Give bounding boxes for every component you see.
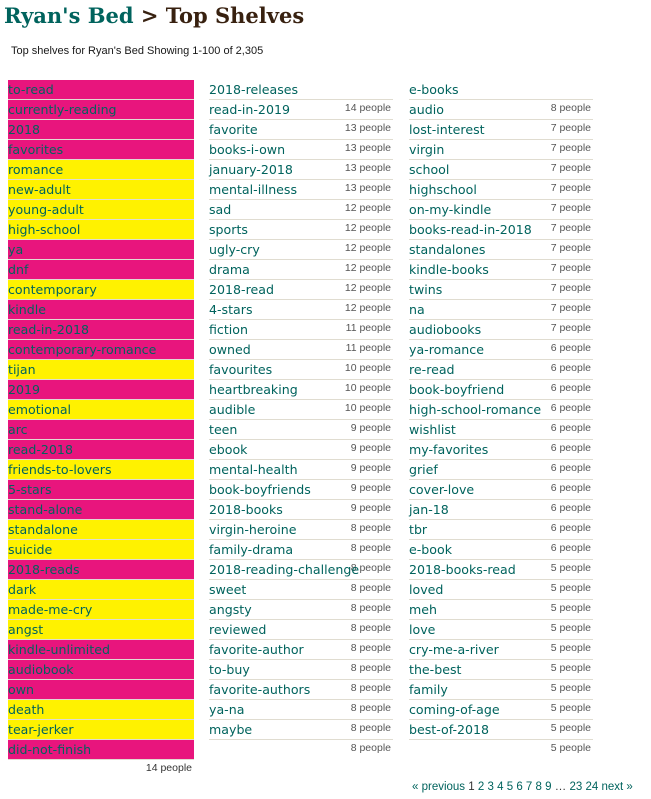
- shelf-name-link[interactable]: did-not-finish: [8, 742, 92, 757]
- shelf-name-link[interactable]: book-boyfriend: [409, 382, 505, 397]
- shelf-count: 13 people: [344, 122, 391, 134]
- shelf-count: 5 people: [550, 682, 591, 694]
- shelf-name-link[interactable]: 2018-read: [209, 282, 274, 297]
- shelf-name-link[interactable]: ya-na: [209, 702, 245, 717]
- shelf-name-link[interactable]: arc: [8, 422, 28, 437]
- shelf-name-link[interactable]: wishlist: [409, 422, 456, 437]
- shelf-name-link[interactable]: favorite-authors: [209, 682, 311, 697]
- shelf-row: [8, 580, 194, 600]
- shelf-count: 12 people: [344, 302, 391, 314]
- shelf-name-link[interactable]: mental-health: [209, 462, 298, 477]
- shelf-name-link[interactable]: heartbreaking: [209, 382, 298, 397]
- pagination: [412, 781, 633, 793]
- shelf-name-link[interactable]: standalones: [409, 242, 486, 257]
- shelf-name-link[interactable]: book-boyfriends: [209, 482, 311, 497]
- shelf-count: 10 people: [344, 382, 391, 394]
- shelf-count: 7 people: [550, 182, 591, 194]
- shelf-name-link[interactable]: mental-illness: [209, 182, 298, 197]
- shelf-count: 7 people: [550, 282, 591, 294]
- shelf-count: 5 people: [550, 662, 591, 674]
- shelf-name-link[interactable]: 2018-releases: [209, 82, 299, 97]
- shelf-name-link[interactable]: standalone: [8, 522, 78, 537]
- shelf-name-link[interactable]: virgin: [409, 142, 445, 157]
- shelf-count: 8 people: [350, 722, 391, 734]
- shelf-name-link[interactable]: currently-reading: [8, 102, 117, 117]
- shelf-count: 7 people: [550, 202, 591, 214]
- shelf-count: 7 people: [550, 142, 591, 154]
- shelf-name-link[interactable]: school: [409, 162, 450, 177]
- page-link[interactable]: 3: [487, 781, 494, 793]
- page-link[interactable]: 8: [535, 781, 542, 793]
- shelf-name-link[interactable]: tbr: [409, 522, 428, 537]
- page-title: [4, 2, 304, 30]
- shelf-row: [8, 500, 194, 520]
- shelf-name-link[interactable]: to-read: [8, 82, 54, 97]
- page-link[interactable]: 7: [525, 781, 533, 793]
- shelf-count: 13 people: [344, 182, 391, 194]
- shelf-count: 9 people: [350, 462, 391, 474]
- shelf-count: 12 people: [344, 222, 391, 234]
- shelf-count: 7 people: [550, 302, 591, 314]
- shelf-name-link[interactable]: new-adult: [8, 182, 71, 197]
- shelf-row: [8, 440, 194, 460]
- shelf-count: 6 people: [550, 342, 591, 354]
- shelf-count: 5 people: [550, 622, 591, 634]
- shelf-count: 12 people: [344, 202, 391, 214]
- shelf-name-link[interactable]: love: [409, 622, 436, 637]
- shelf-row: [8, 200, 194, 220]
- shelf-count: 8 people: [350, 642, 391, 654]
- shelf-name-link[interactable]: cover-love: [409, 482, 475, 497]
- breadcrumb-separator: >: [140, 3, 159, 28]
- shelf-count: 5 people: [550, 642, 591, 654]
- shelf-count: 8 people: [350, 522, 391, 534]
- shelf-name-link[interactable]: on-my-kindle: [409, 202, 492, 217]
- breadcrumb-current: Top Shelves: [165, 3, 305, 28]
- shelf-count: 12 people: [344, 282, 391, 294]
- shelf-name-link[interactable]: 4-stars: [209, 302, 253, 317]
- showing-count: Showing 1-100 of 2,305: [147, 45, 264, 57]
- shelf-count: 8 people: [350, 582, 391, 594]
- shelf-count: 5 people: [550, 702, 591, 714]
- shelf-count: 10 people: [344, 362, 391, 374]
- shelf-count: 6 people: [550, 462, 591, 474]
- page-link[interactable]: 23: [569, 781, 583, 793]
- shelf-name-link[interactable]: young-adult: [8, 202, 84, 217]
- shelf-row: [8, 180, 194, 200]
- shelf-name-link[interactable]: meh: [409, 602, 437, 617]
- shelf-count: 6 people: [550, 482, 591, 494]
- shelf-row: [8, 100, 194, 120]
- shelf-name-link[interactable]: family: [409, 682, 448, 697]
- shelf-count: 7 people: [550, 262, 591, 274]
- shelf-name-link[interactable]: kindle: [8, 302, 47, 317]
- shelf-name-link[interactable]: kindle-unlimited: [8, 642, 110, 657]
- shelf-row: [8, 540, 194, 560]
- shelf-count: 6 people: [550, 422, 591, 434]
- shelves-subtitle: [11, 45, 263, 57]
- shelf-row: [8, 160, 194, 180]
- shelf-row: [8, 260, 194, 280]
- page-link[interactable]: 2: [477, 781, 485, 793]
- shelf-count: 9 people: [350, 502, 391, 514]
- shelf-name-link[interactable]: grief: [409, 462, 438, 477]
- shelf-name-link[interactable]: favorites: [8, 142, 64, 157]
- shelf-name-link[interactable]: sweet: [209, 582, 247, 597]
- shelf-name-link[interactable]: books-read-in-2018: [409, 222, 532, 237]
- shelf-count: 6 people: [550, 442, 591, 454]
- shelf-count: 12 people: [344, 262, 391, 274]
- shelf-count: 5 people: [550, 562, 591, 574]
- shelf-name-link[interactable]: drama: [209, 262, 250, 277]
- shelf-row: [8, 700, 194, 720]
- shelf-row: [8, 140, 194, 160]
- shelf-name-link[interactable]: twins: [409, 282, 443, 297]
- shelf-name-link[interactable]: high-school-romance: [409, 402, 542, 417]
- page-link[interactable]: 9: [545, 781, 552, 793]
- shelf-count: 8 people: [350, 622, 391, 634]
- shelf-row: [8, 340, 194, 360]
- shelf-name-link[interactable]: favourites: [209, 362, 273, 377]
- shelf-count: 6 people: [550, 502, 591, 514]
- shelf-name-link[interactable]: favorite: [209, 122, 258, 137]
- shelf-name-link[interactable]: audiobook: [8, 662, 74, 677]
- shelf-name-link[interactable]: ugly-cry: [209, 242, 260, 257]
- shelf-count: 7 people: [550, 222, 591, 234]
- shelf-count: 6 people: [550, 542, 591, 554]
- shelf-count: 12 people: [344, 242, 391, 254]
- shelf-name-link[interactable]: audiobooks: [409, 322, 482, 337]
- subtitle-text: Top shelves for Ryan's Bed: [11, 45, 144, 57]
- shelf-count: 11 people: [345, 322, 391, 334]
- shelf-name-link[interactable]: own: [8, 682, 34, 697]
- shelf-name-link[interactable]: death: [8, 702, 45, 717]
- shelf-count: 7 people: [550, 242, 591, 254]
- shelf-name-link[interactable]: highschool: [409, 182, 477, 197]
- shelf-row: [8, 560, 194, 580]
- shelf-name-link[interactable]: family-drama: [209, 542, 294, 557]
- shelf-name-link[interactable]: the-best: [409, 662, 462, 677]
- shelf-count: 9 people: [350, 422, 391, 434]
- shelf-count: 8 people: [350, 562, 391, 574]
- shelf-name-link[interactable]: reviewed: [209, 622, 267, 637]
- shelf-row: [8, 420, 194, 440]
- shelf-count: 5 people: [550, 742, 591, 754]
- shelf-count: 7 people: [550, 122, 591, 134]
- shelf-name-link[interactable]: jan-18: [409, 502, 449, 517]
- shelf-row: [8, 480, 194, 500]
- shelf-name-link[interactable]: best-of-2018: [409, 722, 490, 737]
- shelf-column-3: [409, 80, 593, 754]
- shelf-name-link[interactable]: dnf: [8, 262, 29, 277]
- shelf-name-link[interactable]: e-books: [409, 82, 459, 97]
- shelf-name-link[interactable]: contemporary-romance: [8, 342, 157, 357]
- shelf-row: [8, 620, 194, 640]
- shelf-name-link[interactable]: 2018-reading-challenge: [209, 562, 360, 577]
- shelf-row: [8, 240, 194, 260]
- previous-page-link[interactable]: « previous: [412, 781, 466, 793]
- shelf-row: [8, 640, 194, 660]
- shelf-count: 11 people: [345, 342, 391, 354]
- shelf-name-link[interactable]: tear-jerker: [8, 722, 74, 737]
- shelf-count: 6 people: [550, 402, 591, 414]
- shelf-name-link[interactable]: angsty: [209, 602, 252, 617]
- shelf-name-link[interactable]: romance: [8, 162, 64, 177]
- shelf-name-link[interactable]: my-favorites: [409, 442, 489, 457]
- shelf-count: 7 people: [550, 162, 591, 174]
- shelf-row: [409, 720, 593, 754]
- shelf-name-link[interactable]: emotional: [8, 402, 72, 417]
- shelf-row: [8, 740, 194, 774]
- shelf-row: [8, 220, 194, 240]
- page-link[interactable]: 5: [506, 781, 514, 793]
- shelf-count: 9 people: [350, 482, 391, 494]
- user-link[interactable]: Ryan's Bed: [4, 3, 134, 28]
- shelf-row: [209, 720, 393, 754]
- shelf-name-link[interactable]: maybe: [209, 722, 253, 737]
- shelf-row: [8, 520, 194, 540]
- shelf-count: 14 people: [145, 762, 192, 774]
- shelf-count: 8 people: [350, 682, 391, 694]
- shelf-name-link[interactable]: 5-stars: [8, 482, 52, 497]
- shelf-name-link[interactable]: teen: [209, 422, 238, 437]
- shelf-name-link[interactable]: made-me-cry: [8, 602, 93, 617]
- shelf-name-link[interactable]: na: [409, 302, 425, 317]
- shelf-count: 10 people: [344, 402, 391, 414]
- shelf-row: [8, 720, 194, 740]
- shelf-name-link[interactable]: suicide: [8, 542, 53, 557]
- shelf-name-link[interactable]: ya-romance: [409, 342, 484, 357]
- shelf-name-link[interactable]: sports: [209, 222, 248, 237]
- shelf-count: 9 people: [350, 442, 391, 454]
- shelf-name-link[interactable]: coming-of-age: [409, 702, 500, 717]
- shelf-name-link[interactable]: fiction: [209, 322, 248, 337]
- shelf-count: 5 people: [550, 602, 591, 614]
- shelf-column-2: [209, 80, 393, 754]
- shelf-name-link[interactable]: high-school: [8, 222, 81, 237]
- shelf-name-link[interactable]: dark: [8, 582, 37, 597]
- shelf-name-link[interactable]: ya: [8, 242, 24, 257]
- shelf-name-link[interactable]: contemporary: [8, 282, 97, 297]
- page-link[interactable]: 6: [516, 781, 523, 793]
- shelf-name-link[interactable]: kindle-books: [409, 262, 489, 277]
- shelf-count: 8 people: [350, 742, 391, 754]
- shelf-count: 8 people: [350, 542, 391, 554]
- page-link[interactable]: 24: [585, 781, 599, 793]
- shelf-name-link[interactable]: stand-alone: [8, 502, 83, 517]
- shelf-name-link[interactable]: friends-to-lovers: [8, 462, 112, 477]
- shelf-row: [8, 380, 194, 400]
- shelf-name-link[interactable]: read-in-2019: [209, 102, 290, 117]
- shelf-name-link[interactable]: 2018-books: [209, 502, 283, 517]
- shelf-name-link[interactable]: ebook: [209, 442, 248, 457]
- shelf-row: [8, 120, 194, 140]
- shelf-name-link[interactable]: tijan: [8, 362, 36, 377]
- shelf-row: [8, 400, 194, 420]
- shelf-name-link[interactable]: loved: [409, 582, 444, 597]
- shelf-count: 14 people: [344, 102, 391, 114]
- shelf-row: [8, 680, 194, 700]
- shelf-count: 8 people: [550, 102, 591, 114]
- shelf-name-link[interactable]: read-2018: [8, 442, 73, 457]
- shelf-name-link[interactable]: 2019: [8, 382, 41, 397]
- shelf-name-link[interactable]: to-buy: [209, 662, 250, 677]
- shelf-count: 8 people: [350, 602, 391, 614]
- shelf-row: [8, 460, 194, 480]
- shelf-name-link[interactable]: favorite-author: [209, 642, 304, 657]
- shelf-name-link[interactable]: books-i-own: [209, 142, 286, 157]
- shelf-name-link[interactable]: angst: [8, 622, 44, 637]
- shelf-row: [8, 300, 194, 320]
- shelf-count: 5 people: [550, 582, 591, 594]
- shelf-name-link[interactable]: sad: [209, 202, 232, 217]
- last-page-links: [569, 781, 601, 793]
- shelf-name-link[interactable]: 2018-books-read: [409, 562, 516, 577]
- page-link[interactable]: 4: [497, 781, 504, 793]
- shelf-row: [8, 600, 194, 620]
- page-links: [478, 781, 555, 793]
- shelf-count: 5 people: [550, 722, 591, 734]
- shelf-count: 8 people: [350, 662, 391, 674]
- shelf-row: [8, 660, 194, 680]
- shelf-count: 13 people: [344, 142, 391, 154]
- next-page-link[interactable]: next »: [601, 781, 633, 793]
- shelf-name-link[interactable]: 2018: [8, 122, 41, 137]
- shelf-name-link[interactable]: re-read: [409, 362, 455, 377]
- shelf-name-link[interactable]: virgin-heroine: [209, 522, 297, 537]
- shelf-count: 6 people: [550, 522, 591, 534]
- shelf-name-link[interactable]: read-in-2018: [8, 322, 89, 337]
- shelf-count: 8 people: [350, 702, 391, 714]
- shelf-name-link[interactable]: owned: [209, 342, 251, 357]
- shelf-row: [8, 320, 194, 340]
- shelf-count: 6 people: [550, 362, 591, 374]
- shelf-name-link[interactable]: audible: [209, 402, 256, 417]
- shelf-count: 13 people: [344, 162, 391, 174]
- shelf-name-link[interactable]: audio: [409, 102, 444, 117]
- shelf-count: 6 people: [550, 382, 591, 394]
- shelf-name-link[interactable]: lost-interest: [409, 122, 485, 137]
- current-page: 1: [468, 781, 475, 793]
- shelf-row: [8, 360, 194, 380]
- pagination-ellipsis: …: [554, 781, 567, 793]
- shelf-row: [8, 80, 194, 100]
- shelf-name-link[interactable]: 2018-reads: [8, 562, 80, 577]
- shelf-column-1: [8, 80, 194, 774]
- shelf-name-link[interactable]: cry-me-a-river: [409, 642, 499, 657]
- shelf-count: 7 people: [550, 322, 591, 334]
- shelf-row: [8, 280, 194, 300]
- shelf-name-link[interactable]: e-book: [409, 542, 452, 557]
- shelf-name-link[interactable]: january-2018: [209, 162, 293, 177]
